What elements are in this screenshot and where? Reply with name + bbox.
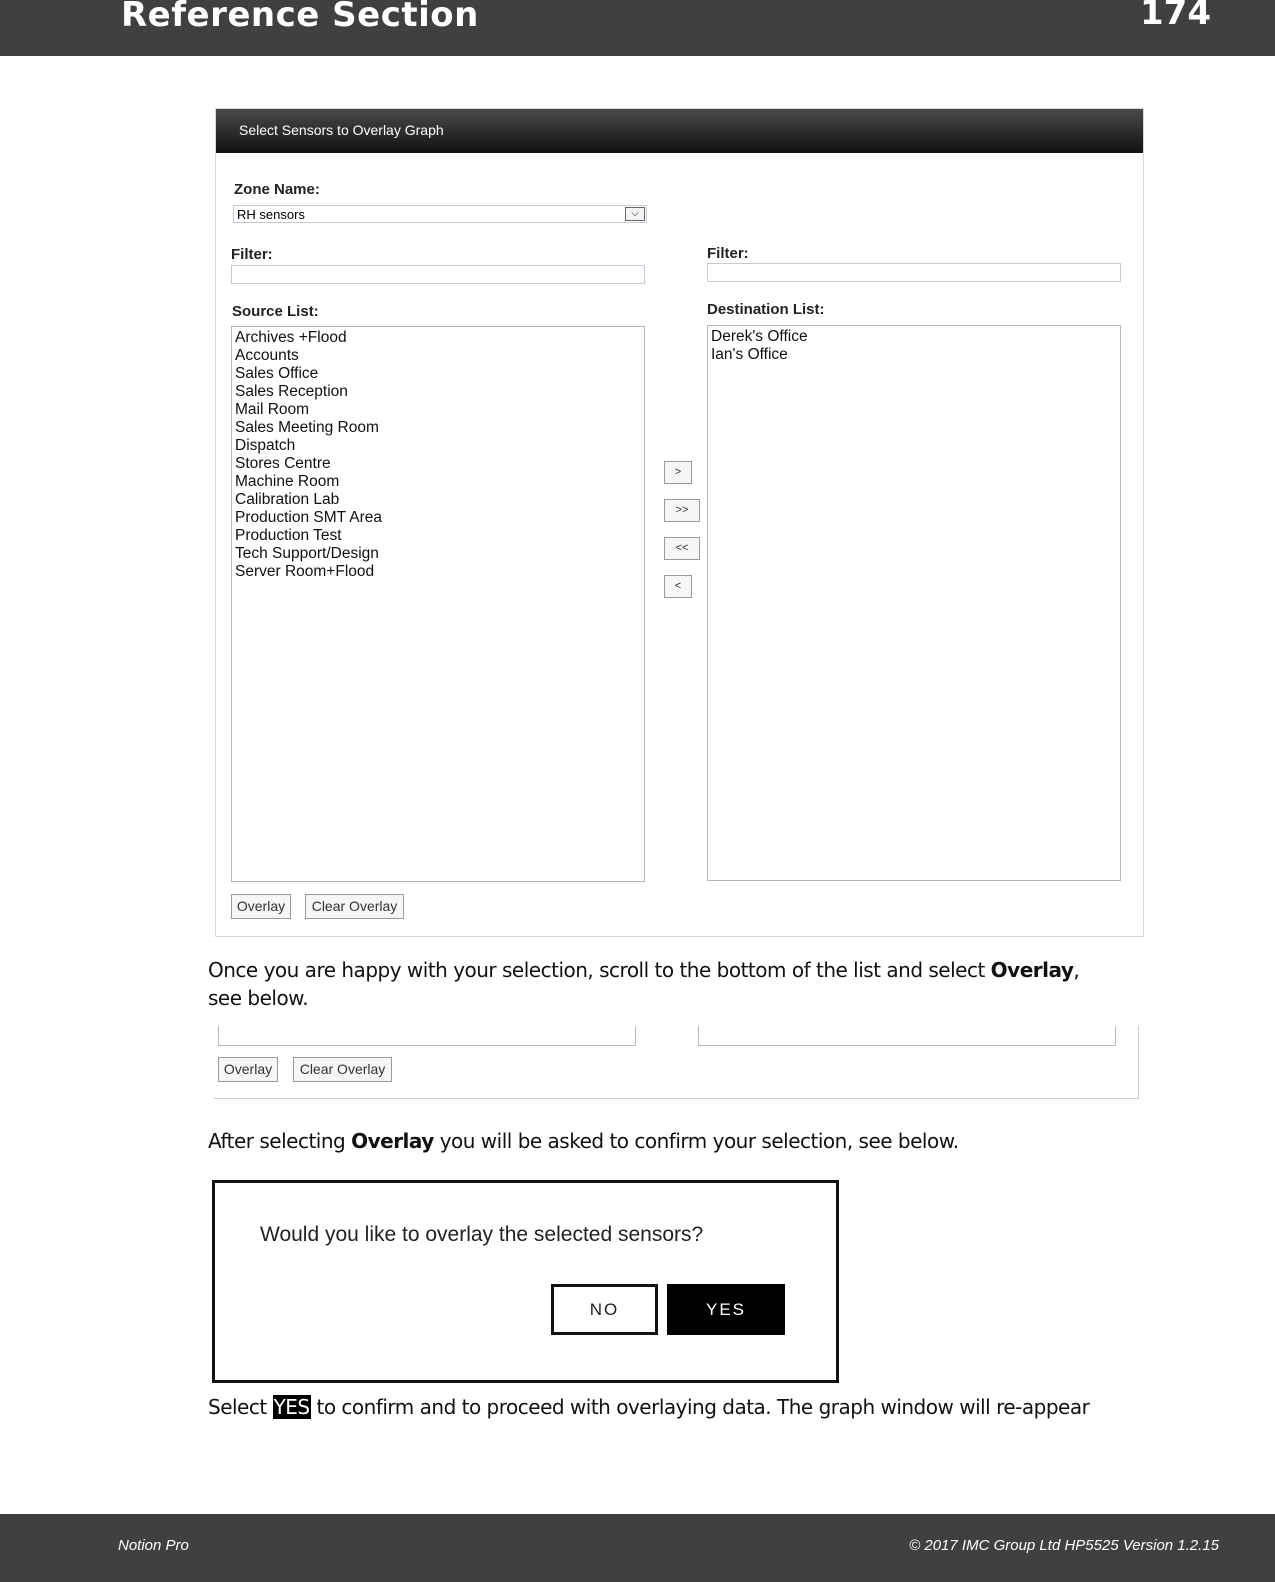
source-list[interactable] bbox=[231, 326, 645, 882]
destination-list-bottom bbox=[698, 1026, 1116, 1046]
instruction-paragraph-1: Once you are happy with your selection, scroll to the bottom of the list and select Overlay, see below. bbox=[208, 958, 1080, 1010]
source-filter-input[interactable] bbox=[231, 265, 645, 284]
list-item[interactable]: Archives +Flood bbox=[235, 329, 347, 346]
footer-copyright: © 2017 IMC Group Ltd HP5525 Version 1.2.15 bbox=[909, 1537, 1219, 1554]
list-item[interactable]: Ian's Office bbox=[711, 346, 788, 363]
list-item[interactable]: Accounts bbox=[235, 347, 299, 364]
no-button[interactable]: NO bbox=[551, 1284, 658, 1335]
list-item[interactable]: Production SMT Area bbox=[235, 509, 383, 526]
clear-overlay-button[interactable]: Clear Overlay bbox=[293, 1057, 392, 1082]
destination-filter-input[interactable] bbox=[707, 263, 1121, 282]
panel-title: Select Sensors to Overlay Graph bbox=[239, 122, 444, 138]
footer-product: Notion Pro bbox=[118, 1537, 189, 1554]
page-header bbox=[0, 0, 1275, 56]
add-all-button[interactable]: >> bbox=[664, 499, 700, 522]
overlay-button[interactable]: Overlay bbox=[231, 894, 291, 919]
section-title: Reference Section bbox=[121, 0, 479, 35]
page-footer bbox=[0, 1514, 1275, 1582]
source-list-bottom bbox=[218, 1026, 636, 1046]
list-item[interactable]: Stores Centre bbox=[235, 455, 331, 472]
remove-all-button[interactable]: << bbox=[664, 537, 700, 560]
source-list-label: Source List: bbox=[232, 303, 319, 320]
list-item[interactable]: Mail Room bbox=[235, 401, 310, 418]
overlay-button[interactable]: Overlay bbox=[218, 1057, 278, 1082]
list-item[interactable]: Sales Reception bbox=[235, 383, 348, 400]
add-selected-button[interactable]: > bbox=[664, 461, 692, 484]
list-item[interactable]: Production Test bbox=[235, 527, 342, 544]
confirm-overlay-dialog bbox=[212, 1180, 839, 1383]
panel-title-bar bbox=[216, 109, 1143, 153]
list-item[interactable]: Derek's Office bbox=[711, 328, 808, 345]
destination-list-label: Destination List: bbox=[707, 301, 825, 318]
chevron-down-icon[interactable]: ⌵ bbox=[625, 207, 645, 221]
zone-name-select[interactable] bbox=[233, 205, 647, 223]
page-number: 174 bbox=[1140, 0, 1211, 33]
zone-name-label: Zone Name: bbox=[234, 181, 320, 198]
instruction-paragraph-2: After selecting Overlay you will be asked to confirm your selection, see below. bbox=[208, 1129, 959, 1153]
yes-highlight: YES bbox=[273, 1395, 310, 1419]
remove-selected-button[interactable]: < bbox=[664, 575, 692, 598]
list-item[interactable]: Calibration Lab bbox=[235, 491, 340, 508]
zone-name-value: RH sensors bbox=[237, 207, 305, 222]
list-item[interactable]: Machine Room bbox=[235, 473, 340, 490]
destination-filter-label: Filter: bbox=[707, 245, 749, 262]
clear-overlay-button[interactable]: Clear Overlay bbox=[305, 894, 404, 919]
instruction-paragraph-3: Select YES to confirm and to proceed with overlaying data. The graph window will re-appear bbox=[208, 1395, 1090, 1419]
list-item[interactable]: Dispatch bbox=[235, 437, 296, 454]
overlay-buttons-crop bbox=[206, 1030, 1144, 1106]
list-item[interactable]: Tech Support/Design bbox=[235, 545, 379, 562]
list-item[interactable]: Server Room+Flood bbox=[235, 563, 375, 580]
list-item[interactable]: Sales Office bbox=[235, 365, 319, 382]
source-filter-label: Filter: bbox=[231, 246, 273, 263]
dialog-question: Would you like to overlay the selected sensors? bbox=[260, 1223, 704, 1246]
list-item[interactable]: Sales Meeting Room bbox=[235, 419, 379, 436]
yes-button[interactable]: YES bbox=[667, 1284, 785, 1335]
select-sensors-panel bbox=[215, 108, 1144, 937]
destination-list[interactable] bbox=[707, 325, 1121, 881]
